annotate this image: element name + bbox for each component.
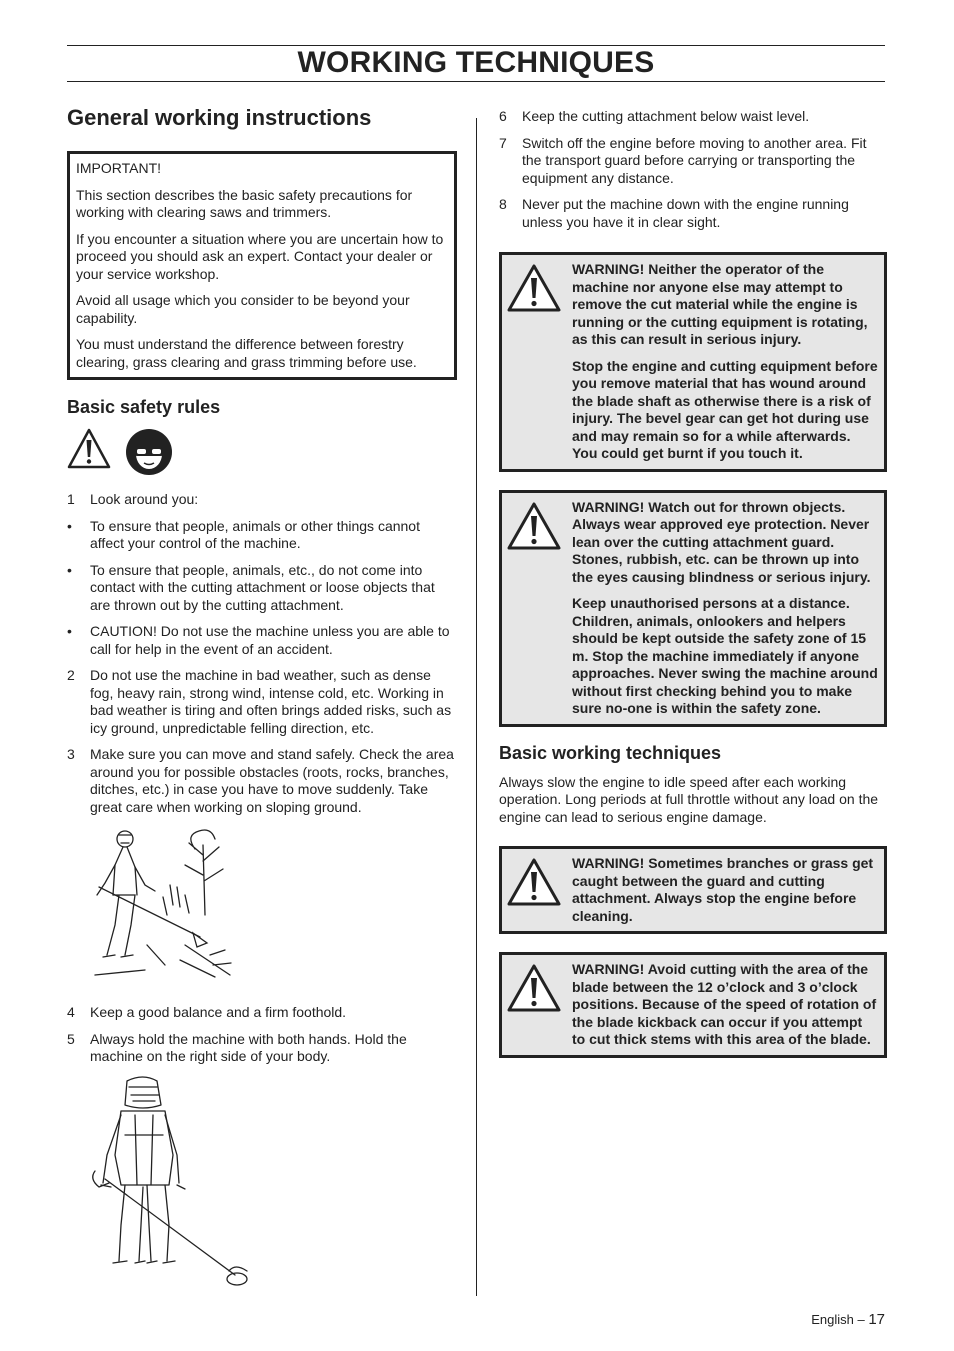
- illustration-operator-slope: [85, 825, 457, 990]
- working-techniques-text: Always slow the engine to idle speed after each working operation. Long periods at full throttle without any load on the engine can lead to serious engine damage.: [499, 773, 879, 825]
- warning-box: [499, 490, 887, 727]
- warning-box: [499, 952, 887, 1058]
- warning-text: WARNING! Avoid cutting with the area of the blade between the 12 o’clock and 3 o’clock positions. Because of the speed of rotation of the blade kickback can occur if you attempt to cut thick stems with this area of the blade.: [572, 961, 877, 1047]
- subheading-basic-safety-rules: Basic safety rules: [67, 397, 221, 417]
- list-item: 6 Keep the cutting attachment below waist level.: [499, 108, 810, 124]
- warning-text: Stop the engine and cutting equipment before you remove material that has wound around the blade shaft as otherwise there is a risk of injury. The bevel gear can get hot during use and may remain so for a while afterwards. You could get burnt if you touch it.: [572, 357, 878, 461]
- list-item: • CAUTION! Do not use the machine unless you are able to call for help in the event of an accident.: [67, 623, 450, 657]
- warning-triangle-icon: [506, 538, 562, 555]
- list-item: • To ensure that people, animals, etc., do not come into contact with the cutting attachment or loose objects that are thrown out by the cutting attachment.: [67, 561, 435, 613]
- safety-symbols: [67, 428, 457, 481]
- warning-triangle-icon: [67, 428, 111, 481]
- header-rule-bottom: [67, 81, 885, 82]
- warning-box: [499, 846, 887, 934]
- list-item: • To ensure that people, animals or other things cannot affect your control of the machine.: [67, 517, 420, 551]
- important-box: [67, 151, 457, 380]
- important-text: You must understand the difference between forestry clearing, grass clearing and grass trimming before use.: [76, 336, 417, 370]
- warning-text: Keep unauthorised persons at a distance. Children, animals, onlookers and helpers should be kept outside the safety zone of 15 m. Stop the machine immediately if anyone approaches. Never swing the machine around without first checking behind you to make sure no-one is within the safety zone.: [572, 595, 878, 716]
- illustration-operator-holding-machine: [85, 1075, 457, 1300]
- warning-triangle-icon: [506, 1000, 562, 1017]
- list-item: 8 Never put the machine down with the engine running unless you have it in clear sight.: [499, 196, 849, 230]
- safety-rules-list: [67, 491, 457, 816]
- page-number: 17: [868, 1311, 885, 1328]
- footer-language: English: [811, 1312, 854, 1327]
- right-column: [499, 108, 887, 1076]
- important-text: This section describes the basic safety precautions for working with clearing saws and trimmers.: [76, 186, 413, 220]
- warning-text: WARNING! Watch out for thrown objects. Always wear approved eye protection. Never lean over the cutting attachment guard. Stones, rubbish, etc. can be thrown up into the eyes causing blindness or serious injury.: [572, 498, 871, 585]
- page-title: WORKING TECHNIQUES: [297, 46, 655, 79]
- important-text: Avoid all usage which you consider to be beyond your capability.: [76, 292, 410, 326]
- list-item: 4 Keep a good balance and a firm foothold.: [67, 1004, 347, 1020]
- important-text: If you encounter a situation where you are uncertain how to proceed you should ask an expert. Contact your dealer or your service workshop.: [76, 230, 444, 282]
- column-divider: [476, 118, 477, 1296]
- safety-rules-list-right: [499, 108, 887, 231]
- list-item: 1 Look around you:: [67, 491, 199, 507]
- warning-box: [499, 252, 887, 472]
- list-item: 7 Switch off the engine before moving to another area. Fit the transport guard before carrying or transporting the equipment any distance.: [499, 134, 867, 186]
- left-column: [67, 105, 457, 1314]
- footer-separator: –: [857, 1312, 865, 1327]
- subheading-basic-working-techniques: Basic working techniques: [499, 742, 722, 763]
- warning-text: WARNING! Sometimes branches or grass get caught between the guard and cutting attachment. Always stop the engine before cleaning.: [572, 855, 874, 924]
- protective-equipment-icon: [125, 428, 173, 481]
- warning-triangle-icon: [506, 300, 562, 317]
- list-item: 3 Make sure you can move and stand safely. Check the area around you for possible obstacles (roots, rocks, branches, ditches, etc.) in case you have to move suddenly. Take great care when working on sloping ground.: [67, 746, 454, 815]
- safety-rules-list-continued: [67, 1004, 457, 1066]
- list-item: 2 Do not use the machine in bad weather, such as dense fog, heavy rain, strong wind, intense cold, etc. Working in bad weather is tiring and often brings added risks, such as icy ground, unpredictable felling direction, etc.: [67, 667, 452, 736]
- warning-text: WARNING! Neither the operator of the machine nor anyone else may attempt to remove the cut material while the engine is running or the cutting equipment is rotating, as this can result in serious injury.: [572, 261, 868, 347]
- important-label: IMPORTANT!: [76, 160, 162, 176]
- section-heading: General working instructions: [67, 105, 372, 130]
- list-item: 5 Always hold the machine with both hands. Hold the machine on the right side of your body.: [67, 1030, 407, 1064]
- page-footer: [811, 1311, 885, 1328]
- warning-triangle-icon: [506, 894, 562, 911]
